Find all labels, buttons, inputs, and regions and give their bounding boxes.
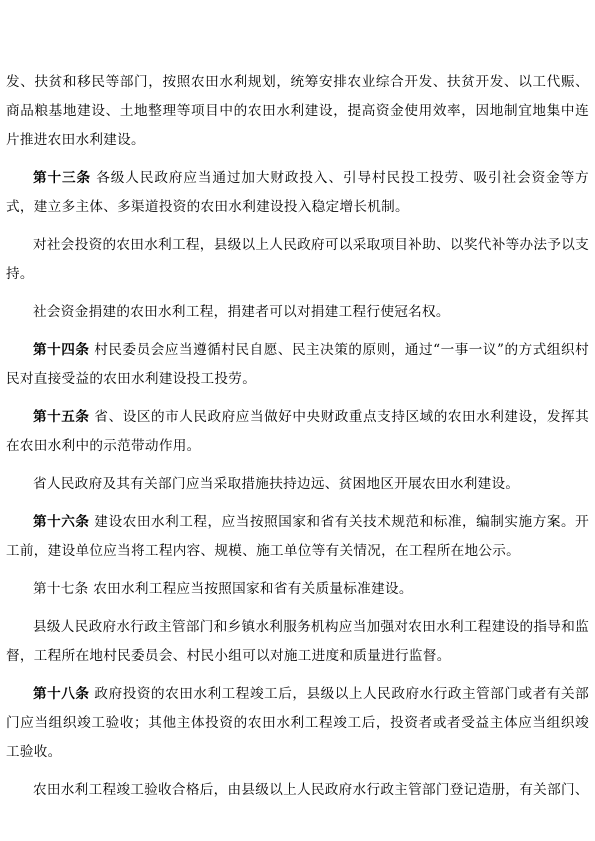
paragraph [6, 298, 589, 327]
document-body [6, 68, 589, 814]
paragraph-text: 建设农田水利工程，应当按照国家和省有关技术规范和标准，编制实施方案。开工前，建设单位应当将工程内容、规模、施工单位等有关情况，在工程所在地公示。 [6, 514, 590, 559]
paragraph-text: 农田水利工程竣工验收合格后，由县级以上人民政府水行政主管部门登记造册，有关部门、 [33, 782, 589, 798]
paragraph [6, 164, 589, 222]
paragraph [6, 231, 589, 289]
paragraph [6, 575, 589, 604]
paragraph-text: 对社会投资的农田水利工程，县级以上人民政府可以采取项目补助、以奖代补等办法予以支持。 [6, 237, 589, 282]
paragraph [6, 470, 589, 499]
article-number: 第十五条 [33, 409, 90, 425]
paragraph [6, 680, 589, 767]
paragraph-text: 政府投资的农田水利工程竣工后，县级以上人民政府水行政主管部门或者有关部门应当组织竣工验收；其他主体投资的农田水利工程竣工后，投资者或者受益主体应当组织竣工验收。 [6, 686, 590, 760]
paragraph [6, 508, 589, 566]
article-number: 第十八条 [33, 686, 90, 702]
paragraph [6, 336, 589, 394]
paragraph-text: 村民委员会应当遵循村民自愿、民主决策的原则，通过“一事一议”的方式组织村民对直接受益的农田水利建设投工投劳。 [6, 342, 589, 387]
paragraph-text: 发、扶贫和移民等部门，按照农田水利规划，统筹安排农业综合开发、扶贫开发、以工代赈、商品粮基地建设、土地整理等项目中的农田水利建设，提高资金使用效率，因地制宜地集中连片推进农田水利建设。 [6, 74, 589, 148]
article-number: 第十三条 [33, 170, 92, 186]
paragraph-text: 各级人民政府应当通过加大财政投入、引导村民投工投劳、吸引社会资金等方式，建立多主体、多渠道投资的农田水利建设投入稳定增长机制。 [6, 170, 589, 215]
paragraph-text: 省、设区的市人民政府应当做好中央财政重点支持区域的农田水利建设，发挥其在农田水利中的示范带动作用。 [6, 409, 590, 454]
paragraph [6, 776, 589, 805]
article-number: 第十六条 [33, 514, 90, 530]
paragraph [6, 68, 589, 155]
paragraph [6, 613, 589, 671]
paragraph-text: 县级人民政府水行政主管部门和乡镇水利服务机构应当加强对农田水利工程建设的指导和监督，工程所在地村民委员会、村民小组可以对施工进度和质量进行监督。 [6, 619, 589, 664]
paragraph-text: 第十七条 农田水利工程应当按照国家和省有关质量标准建设。 [33, 581, 413, 597]
paragraph [6, 403, 589, 461]
paragraph-text: 社会资金捐建的农田水利工程，捐建者可以对捐建工程行使冠名权。 [33, 304, 450, 320]
article-number: 第十四条 [33, 342, 90, 358]
paragraph-text: 省人民政府及其有关部门应当采取措施扶持边远、贫困地区开展农田水利建设。 [33, 476, 520, 492]
